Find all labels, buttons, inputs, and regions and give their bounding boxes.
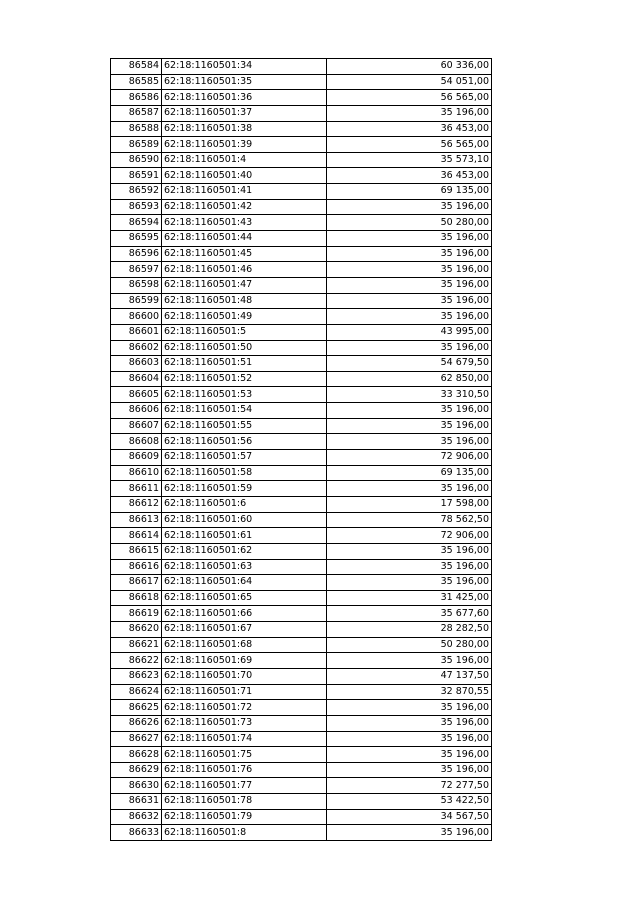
cadastral-number-cell: 62:18:1160501:40: [162, 168, 327, 184]
row-id-cell: 86604: [111, 371, 162, 387]
table-row: [111, 809, 492, 825]
cadastral-number-cell: 62:18:1160501:50: [162, 340, 327, 356]
row-id-cell: 86624: [111, 684, 162, 700]
value-cell: 43 995,00: [327, 324, 492, 340]
cadastral-number-cell: 62:18:1160501:79: [162, 809, 327, 825]
value-cell: 78 562,50: [327, 512, 492, 528]
table-row: [111, 309, 492, 325]
table-row: [111, 668, 492, 684]
row-id-cell: 86621: [111, 637, 162, 653]
cadastral-number-cell: 62:18:1160501:60: [162, 512, 327, 528]
table-row: [111, 387, 492, 403]
value-cell: 54 051,00: [327, 74, 492, 90]
cadastral-number-cell: 62:18:1160501:36: [162, 90, 327, 106]
row-id-cell: 86585: [111, 74, 162, 90]
value-cell: 53 422,50: [327, 794, 492, 810]
row-id-cell: 86609: [111, 450, 162, 466]
table-row: [111, 293, 492, 309]
cadastral-number-cell: 62:18:1160501:78: [162, 794, 327, 810]
cadastral-number-cell: 62:18:1160501:35: [162, 74, 327, 90]
table-row: [111, 59, 492, 75]
cadastral-number-cell: 62:18:1160501:56: [162, 434, 327, 450]
row-id-cell: 86632: [111, 809, 162, 825]
table-row: [111, 231, 492, 247]
row-id-cell: 86592: [111, 184, 162, 200]
table-row: [111, 731, 492, 747]
cadastral-number-cell: 62:18:1160501:68: [162, 637, 327, 653]
table-row: [111, 606, 492, 622]
value-cell: 62 850,00: [327, 371, 492, 387]
row-id-cell: 86599: [111, 293, 162, 309]
value-cell: 35 196,00: [327, 825, 492, 841]
row-id-cell: 86601: [111, 324, 162, 340]
value-cell: 31 425,00: [327, 590, 492, 606]
table-row: [111, 590, 492, 606]
row-id-cell: 86633: [111, 825, 162, 841]
table-row: [111, 184, 492, 200]
row-id-cell: 86606: [111, 403, 162, 419]
table-row: [111, 747, 492, 763]
cadastral-number-cell: 62:18:1160501:66: [162, 606, 327, 622]
row-id-cell: 86613: [111, 512, 162, 528]
cadastral-number-cell: 62:18:1160501:4: [162, 152, 327, 168]
cadastral-number-cell: 62:18:1160501:34: [162, 59, 327, 75]
row-id-cell: 86595: [111, 231, 162, 247]
table-row: [111, 543, 492, 559]
row-id-cell: 86611: [111, 481, 162, 497]
row-id-cell: 86600: [111, 309, 162, 325]
value-cell: 35 196,00: [327, 575, 492, 591]
value-cell: 50 280,00: [327, 637, 492, 653]
cadastral-number-cell: 62:18:1160501:6: [162, 496, 327, 512]
row-id-cell: 86598: [111, 277, 162, 293]
cadastral-number-cell: 62:18:1160501:46: [162, 262, 327, 278]
cadastral-number-cell: 62:18:1160501:63: [162, 559, 327, 575]
table-row: [111, 74, 492, 90]
value-cell: 28 282,50: [327, 622, 492, 638]
row-id-cell: 86602: [111, 340, 162, 356]
cadastral-number-cell: 62:18:1160501:38: [162, 121, 327, 137]
table-row: [111, 653, 492, 669]
table-row: [111, 637, 492, 653]
table-row: [111, 465, 492, 481]
value-cell: 35 196,00: [327, 293, 492, 309]
value-cell: 69 135,00: [327, 184, 492, 200]
row-id-cell: 86587: [111, 105, 162, 121]
cadastral-number-cell: 62:18:1160501:49: [162, 309, 327, 325]
table-row: [111, 825, 492, 841]
row-id-cell: 86586: [111, 90, 162, 106]
cadastral-number-cell: 62:18:1160501:59: [162, 481, 327, 497]
cadastral-number-cell: 62:18:1160501:67: [162, 622, 327, 638]
row-id-cell: 86612: [111, 496, 162, 512]
value-cell: 35 196,00: [327, 403, 492, 419]
cadastral-number-cell: 62:18:1160501:75: [162, 747, 327, 763]
cadastral-number-cell: 62:18:1160501:55: [162, 418, 327, 434]
cadastral-value-table: [110, 58, 492, 841]
table-row: [111, 340, 492, 356]
row-id-cell: 86617: [111, 575, 162, 591]
table-row: [111, 418, 492, 434]
row-id-cell: 86615: [111, 543, 162, 559]
cadastral-number-cell: 62:18:1160501:51: [162, 356, 327, 372]
value-cell: 36 453,00: [327, 121, 492, 137]
value-cell: 36 453,00: [327, 168, 492, 184]
row-id-cell: 86605: [111, 387, 162, 403]
value-cell: 35 196,00: [327, 418, 492, 434]
cadastral-number-cell: 62:18:1160501:47: [162, 277, 327, 293]
cadastral-number-cell: 62:18:1160501:76: [162, 762, 327, 778]
table-row: [111, 496, 492, 512]
table-row: [111, 528, 492, 544]
table-row: [111, 356, 492, 372]
row-id-cell: 86584: [111, 59, 162, 75]
cadastral-number-cell: 62:18:1160501:5: [162, 324, 327, 340]
value-cell: 35 196,00: [327, 747, 492, 763]
value-cell: 34 567,50: [327, 809, 492, 825]
value-cell: 17 598,00: [327, 496, 492, 512]
value-cell: 47 137,50: [327, 668, 492, 684]
value-cell: 35 196,00: [327, 246, 492, 262]
table-row: [111, 152, 492, 168]
row-id-cell: 86590: [111, 152, 162, 168]
cadastral-number-cell: 62:18:1160501:77: [162, 778, 327, 794]
table-row: [111, 575, 492, 591]
table-row: [111, 559, 492, 575]
value-cell: 56 565,00: [327, 137, 492, 153]
row-id-cell: 86591: [111, 168, 162, 184]
table-row: [111, 715, 492, 731]
table-row: [111, 622, 492, 638]
table-body: [111, 59, 492, 841]
cadastral-number-cell: 62:18:1160501:65: [162, 590, 327, 606]
table-row: [111, 684, 492, 700]
table-row: [111, 481, 492, 497]
value-cell: 35 196,00: [327, 105, 492, 121]
value-cell: 56 565,00: [327, 90, 492, 106]
table-row: [111, 700, 492, 716]
value-cell: 35 196,00: [327, 434, 492, 450]
value-cell: 35 196,00: [327, 653, 492, 669]
cadastral-number-cell: 62:18:1160501:44: [162, 231, 327, 247]
cadastral-number-cell: 62:18:1160501:70: [162, 668, 327, 684]
table-row: [111, 121, 492, 137]
table-row: [111, 403, 492, 419]
table-row: [111, 512, 492, 528]
table-row: [111, 450, 492, 466]
value-cell: 35 196,00: [327, 559, 492, 575]
cadastral-number-cell: 62:18:1160501:39: [162, 137, 327, 153]
row-id-cell: 86631: [111, 794, 162, 810]
row-id-cell: 86596: [111, 246, 162, 262]
cadastral-number-cell: 62:18:1160501:69: [162, 653, 327, 669]
cadastral-number-cell: 62:18:1160501:71: [162, 684, 327, 700]
cadastral-number-cell: 62:18:1160501:8: [162, 825, 327, 841]
value-cell: 35 196,00: [327, 262, 492, 278]
value-cell: 72 277,50: [327, 778, 492, 794]
value-cell: 35 196,00: [327, 715, 492, 731]
value-cell: 35 196,00: [327, 543, 492, 559]
row-id-cell: 86625: [111, 700, 162, 716]
value-cell: 35 196,00: [327, 199, 492, 215]
value-cell: 33 310,50: [327, 387, 492, 403]
row-id-cell: 86607: [111, 418, 162, 434]
row-id-cell: 86622: [111, 653, 162, 669]
table-row: [111, 434, 492, 450]
table-row: [111, 778, 492, 794]
row-id-cell: 86630: [111, 778, 162, 794]
value-cell: 32 870,55: [327, 684, 492, 700]
cadastral-number-cell: 62:18:1160501:48: [162, 293, 327, 309]
cadastral-number-cell: 62:18:1160501:57: [162, 450, 327, 466]
table-row: [111, 246, 492, 262]
value-cell: 50 280,00: [327, 215, 492, 231]
cadastral-number-cell: 62:18:1160501:53: [162, 387, 327, 403]
cadastral-number-cell: 62:18:1160501:64: [162, 575, 327, 591]
row-id-cell: 86620: [111, 622, 162, 638]
value-cell: 69 135,00: [327, 465, 492, 481]
table-row: [111, 277, 492, 293]
row-id-cell: 86627: [111, 731, 162, 747]
row-id-cell: 86623: [111, 668, 162, 684]
cadastral-number-cell: 62:18:1160501:54: [162, 403, 327, 419]
value-cell: 35 196,00: [327, 700, 492, 716]
row-id-cell: 86608: [111, 434, 162, 450]
cadastral-number-cell: 62:18:1160501:41: [162, 184, 327, 200]
cadastral-number-cell: 62:18:1160501:37: [162, 105, 327, 121]
cadastral-number-cell: 62:18:1160501:72: [162, 700, 327, 716]
value-cell: 72 906,00: [327, 450, 492, 466]
cadastral-number-cell: 62:18:1160501:42: [162, 199, 327, 215]
table-row: [111, 137, 492, 153]
row-id-cell: 86614: [111, 528, 162, 544]
value-cell: 35 196,00: [327, 231, 492, 247]
row-id-cell: 86603: [111, 356, 162, 372]
value-cell: 35 196,00: [327, 481, 492, 497]
value-cell: 35 196,00: [327, 309, 492, 325]
cadastral-number-cell: 62:18:1160501:43: [162, 215, 327, 231]
table-row: [111, 199, 492, 215]
table-row: [111, 794, 492, 810]
value-cell: 60 336,00: [327, 59, 492, 75]
cadastral-number-cell: 62:18:1160501:73: [162, 715, 327, 731]
value-cell: 35 677,60: [327, 606, 492, 622]
row-id-cell: 86593: [111, 199, 162, 215]
cadastral-number-cell: 62:18:1160501:45: [162, 246, 327, 262]
table-row: [111, 324, 492, 340]
table-row: [111, 168, 492, 184]
cadastral-number-cell: 62:18:1160501:74: [162, 731, 327, 747]
cadastral-number-cell: 62:18:1160501:58: [162, 465, 327, 481]
table-row: [111, 105, 492, 121]
row-id-cell: 86589: [111, 137, 162, 153]
table-row: [111, 90, 492, 106]
cadastral-number-cell: 62:18:1160501:52: [162, 371, 327, 387]
row-id-cell: 86594: [111, 215, 162, 231]
row-id-cell: 86629: [111, 762, 162, 778]
value-cell: 35 196,00: [327, 731, 492, 747]
table-row: [111, 371, 492, 387]
value-cell: 35 196,00: [327, 277, 492, 293]
value-cell: 54 679,50: [327, 356, 492, 372]
row-id-cell: 86618: [111, 590, 162, 606]
row-id-cell: 86628: [111, 747, 162, 763]
row-id-cell: 86616: [111, 559, 162, 575]
row-id-cell: 86597: [111, 262, 162, 278]
value-cell: 35 573,10: [327, 152, 492, 168]
row-id-cell: 86610: [111, 465, 162, 481]
table-row: [111, 215, 492, 231]
value-cell: 72 906,00: [327, 528, 492, 544]
table-row: [111, 262, 492, 278]
cadastral-number-cell: 62:18:1160501:61: [162, 528, 327, 544]
row-id-cell: 86626: [111, 715, 162, 731]
value-cell: 35 196,00: [327, 340, 492, 356]
value-cell: 35 196,00: [327, 762, 492, 778]
cadastral-number-cell: 62:18:1160501:62: [162, 543, 327, 559]
row-id-cell: 86619: [111, 606, 162, 622]
table-row: [111, 762, 492, 778]
row-id-cell: 86588: [111, 121, 162, 137]
